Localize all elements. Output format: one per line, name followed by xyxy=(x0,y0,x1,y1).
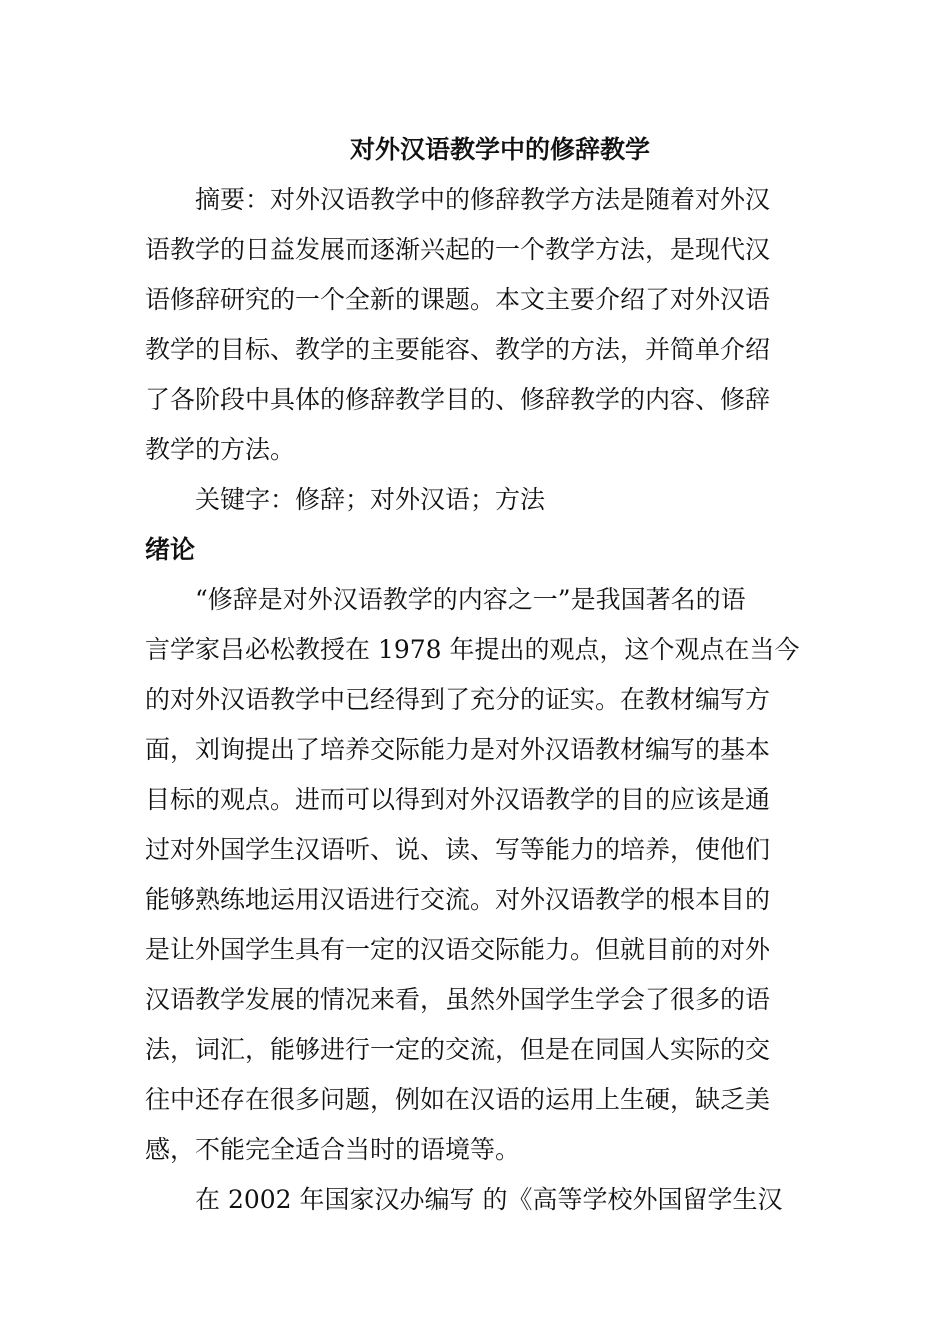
body-line: 汉语教学发展的情况来看，虽然外国学生学会了很多的语 xyxy=(145,985,771,1014)
body-line: 在 2002 年国家汉办编写 的《高等学校外国留学生汉 xyxy=(195,1185,783,1214)
body-line: 的对外汉语教学中已经得到了充分的证实。在教材编写方 xyxy=(145,685,771,714)
keywords-line: 关键字：修辞；对外汉语；方法 xyxy=(195,485,546,514)
body-line: 过对外国学生汉语听、说、读、写等能力的培养，使他们 xyxy=(145,835,771,864)
body-line: 法，词汇，能够进行一定的交流，但是在同国人实际的交 xyxy=(145,1035,771,1064)
body-line: 目标的观点。进而可以得到对外汉语教学的目的应该是通 xyxy=(145,785,771,814)
body-line: “修辞是对外汉语教学的内容之一”是我国著名的语 xyxy=(195,585,746,614)
section-heading: 绪论 xyxy=(145,535,196,564)
abstract-line: 语教学的日益发展而逐渐兴起的一个教学方法，是现代汉 xyxy=(145,235,771,264)
document-title: 对外汉语教学中的修辞教学 xyxy=(349,135,650,164)
body-line: 感，不能完全适合当时的语境等。 xyxy=(145,1135,521,1164)
abstract-line: 摘要：对外汉语教学中的修辞教学方法是随着对外汉 xyxy=(195,185,771,214)
body-line: 言学家吕必松教授在 1978 年提出的观点，这个观点在当今 xyxy=(145,635,800,664)
body-line: 能够熟练地运用汉语进行交流。对外汉语教学的根本目的 xyxy=(145,885,771,914)
body-line: 往中还存在很多问题，例如在汉语的运用上生硬，缺乏美 xyxy=(145,1085,771,1114)
abstract-line: 教学的方法。 xyxy=(145,435,296,464)
abstract-line: 语修辞研究的一个全新的课题。本文主要介绍了对外汉语 xyxy=(145,285,771,314)
abstract-line: 了各阶段中具体的修辞教学目的、修辞教学的内容、修辞 xyxy=(145,385,771,414)
body-line: 是让外国学生具有一定的汉语交际能力。但就目前的对外 xyxy=(145,935,771,964)
abstract-line: 教学的目标、教学的主要能容、教学的方法，并简单介绍 xyxy=(145,335,771,364)
body-line: 面，刘询提出了培养交际能力是对外汉语教材编写的基本 xyxy=(145,735,771,764)
